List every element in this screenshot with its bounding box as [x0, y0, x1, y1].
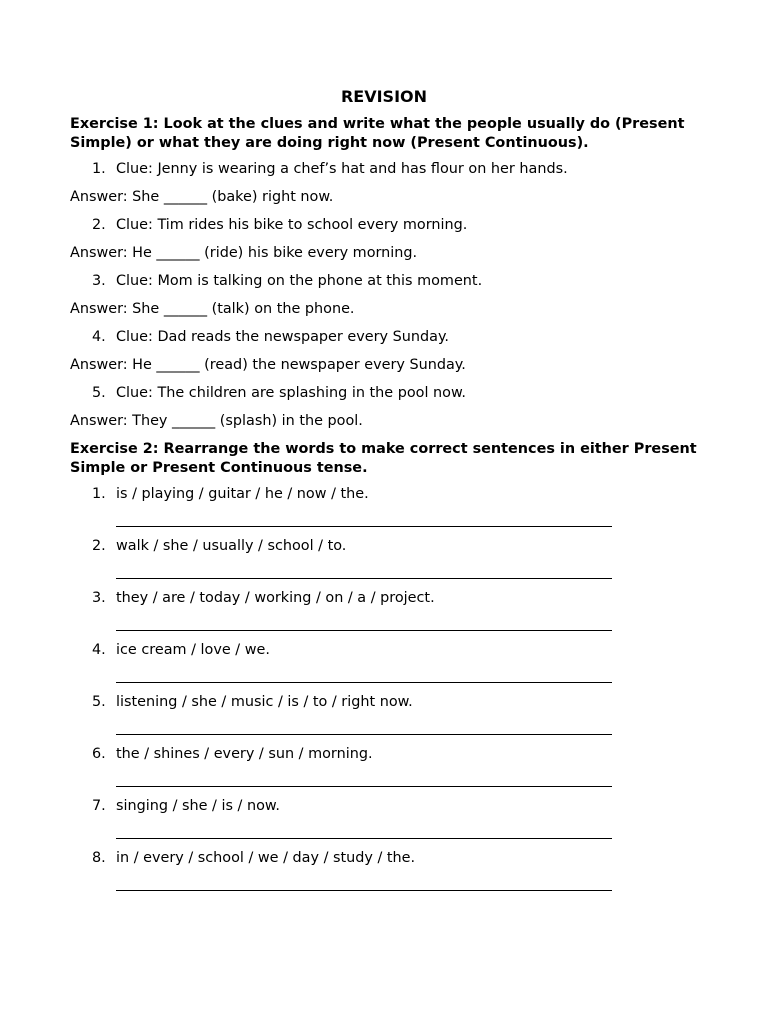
- answer-line[interactable]: [116, 556, 612, 579]
- clue-text: Clue: Tim rides his bike to school every morning.: [116, 217, 468, 233]
- exercise-1-answer: Answer: He ______ (ride) his bike every morning.: [70, 245, 418, 261]
- exercise-2-item: [70, 693, 698, 712]
- exercise-2-item: [70, 797, 698, 816]
- clue-text: Clue: Mom is talking on the phone at this moment.: [116, 273, 483, 289]
- item-number: 6.: [92, 746, 106, 762]
- answer-line[interactable]: [116, 504, 612, 527]
- answer-line[interactable]: [116, 764, 612, 787]
- answer-line[interactable]: [116, 660, 612, 683]
- clue-text: Clue: Jenny is wearing a chef’s hat and has flour on her hands.: [116, 161, 568, 177]
- exercise-1-clue: [70, 216, 698, 235]
- exercise-1-instruction: Exercise 1: Look at the clues and write what the people usually do (Present Simple) or what they are doing right now (Present Continuous).: [70, 116, 685, 151]
- item-number: 3.: [92, 273, 106, 289]
- scrambled-words: in / every / school / we / day / study / the.: [116, 850, 416, 866]
- item-number: 1.: [92, 161, 106, 177]
- item-number: 4.: [92, 642, 106, 658]
- answer-line[interactable]: [116, 816, 612, 839]
- item-number: 5.: [92, 385, 106, 401]
- item-number: 5.: [92, 694, 106, 710]
- exercise-1-answer: Answer: She ______ (bake) right now.: [70, 189, 334, 205]
- scrambled-words: they / are / today / working / on / a / project.: [116, 590, 435, 606]
- exercise-2-item: [70, 641, 698, 660]
- exercise-1-answer: Answer: She ______ (talk) on the phone.: [70, 301, 355, 317]
- exercise-2-item: [70, 485, 698, 504]
- exercise-1-list: [70, 160, 698, 431]
- scrambled-words: listening / she / music / is / to / right now.: [116, 694, 413, 710]
- exercise-1-clue: [70, 328, 698, 347]
- answer-line[interactable]: [116, 712, 612, 735]
- scrambled-words: is / playing / guitar / he / now / the.: [116, 486, 369, 502]
- exercise-2-item: [70, 745, 698, 764]
- answer-line[interactable]: [116, 608, 612, 631]
- item-number: 1.: [92, 486, 106, 502]
- scrambled-words: walk / she / usually / school / to.: [116, 538, 347, 554]
- page-title: REVISION: [340, 87, 428, 106]
- scrambled-words: the / shines / every / sun / morning.: [116, 746, 373, 762]
- item-number: 2.: [92, 538, 106, 554]
- item-number: 7.: [92, 798, 106, 814]
- scrambled-words: ice cream / love / we.: [116, 642, 270, 658]
- exercise-1-clue: [70, 272, 698, 291]
- exercise-2-item: [70, 589, 698, 608]
- clue-text: Clue: The children are splashing in the pool now.: [116, 385, 466, 401]
- answer-line[interactable]: [116, 868, 612, 891]
- item-number: 8.: [92, 850, 106, 866]
- item-number: 2.: [92, 217, 106, 233]
- item-number: 4.: [92, 329, 106, 345]
- exercise-1-clue: [70, 160, 698, 179]
- clue-text: Clue: Dad reads the newspaper every Sunday.: [116, 329, 449, 345]
- exercise-2-item: [70, 537, 698, 556]
- exercise-1-clue: [70, 384, 698, 403]
- exercise-2-list: [70, 485, 698, 891]
- exercise-1-answer: Answer: They ______ (splash) in the pool.: [70, 413, 363, 429]
- item-number: 3.: [92, 590, 106, 606]
- exercise-2-item: [70, 849, 698, 868]
- scrambled-words: singing / she / is / now.: [116, 798, 280, 814]
- exercise-1-answer: Answer: He ______ (read) the newspaper every Sunday.: [70, 357, 466, 373]
- exercise-2-instruction: Exercise 2: Rearrange the words to make correct sentences in either Present Simple or Present Continuous tense.: [70, 441, 697, 476]
